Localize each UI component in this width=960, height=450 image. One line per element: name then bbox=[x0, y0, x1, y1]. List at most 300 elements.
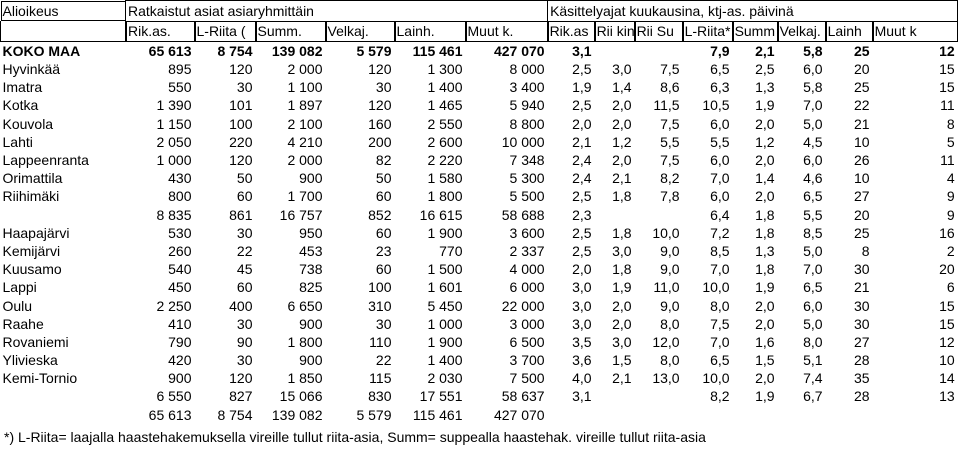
value-cell: 5,5 bbox=[660, 133, 680, 150]
value-cell: 6,0 bbox=[710, 188, 730, 205]
value-cell: 1,6 bbox=[755, 333, 775, 350]
value-cell: 1,8 bbox=[755, 206, 775, 223]
value-cell: 12 bbox=[939, 42, 955, 59]
value-cell: 7 500 bbox=[509, 370, 545, 387]
court-name-cell: Kuusamo bbox=[2, 261, 62, 278]
value-cell: 2,0 bbox=[612, 97, 632, 114]
value-cell: 430 bbox=[168, 170, 192, 187]
value-cell: 1 601 bbox=[427, 279, 463, 296]
value-cell: 4,6 bbox=[803, 170, 823, 187]
value-cell: 30 bbox=[236, 352, 253, 369]
table-row bbox=[1, 60, 958, 78]
value-cell: 5 579 bbox=[356, 42, 392, 59]
value-cell: 10,0 bbox=[702, 279, 730, 296]
value-cell: 4 210 bbox=[287, 133, 323, 150]
value-cell: 5,5 bbox=[803, 206, 823, 223]
value-cell: 10 bbox=[853, 133, 870, 150]
table-row bbox=[1, 42, 958, 61]
value-cell: 6,0 bbox=[803, 61, 823, 78]
value-cell: 6,3 bbox=[710, 79, 730, 96]
value-cell: 22 000 bbox=[501, 297, 545, 314]
value-cell: 3,0 bbox=[612, 61, 632, 78]
value-cell: 5 579 bbox=[356, 406, 392, 423]
value-cell: 115 bbox=[369, 370, 392, 387]
value-cell: 110 bbox=[369, 333, 392, 350]
value-cell: 22 bbox=[236, 242, 253, 259]
value-cell: 7,0 bbox=[710, 261, 730, 278]
value-cell: 7 348 bbox=[509, 152, 545, 169]
value-cell: 790 bbox=[168, 333, 192, 350]
value-cell: 6,5 bbox=[803, 188, 823, 205]
value-cell: 60 bbox=[375, 261, 392, 278]
value-cell: 1 300 bbox=[427, 61, 463, 78]
table-row bbox=[1, 96, 958, 114]
value-cell: 15 bbox=[939, 315, 955, 332]
value-cell: 5,5 bbox=[710, 133, 730, 150]
table-row bbox=[1, 369, 958, 387]
value-cell: 120 bbox=[229, 370, 253, 387]
value-cell: 27 bbox=[853, 333, 870, 350]
value-cell: 8,0 bbox=[660, 315, 680, 332]
value-cell: 852 bbox=[368, 206, 392, 223]
value-cell: 58 637 bbox=[501, 388, 545, 405]
column-header: Rii kin bbox=[595, 21, 635, 42]
value-cell: 3,1 bbox=[572, 388, 592, 405]
table-row bbox=[1, 387, 958, 405]
value-cell: 3,0 bbox=[572, 297, 592, 314]
value-cell: 20 bbox=[853, 206, 870, 223]
value-cell: 11,0 bbox=[653, 279, 680, 296]
value-cell: 20 bbox=[853, 61, 870, 78]
value-cell: 2,0 bbox=[572, 115, 592, 132]
value-cell: 5 500 bbox=[509, 188, 545, 205]
value-cell: 7,5 bbox=[660, 115, 680, 132]
value-cell: 2,4 bbox=[572, 152, 592, 169]
value-cell: 6,0 bbox=[710, 152, 730, 169]
value-cell: 6,0 bbox=[803, 152, 823, 169]
column-header: Rii Su bbox=[635, 21, 683, 42]
value-cell: 200 bbox=[368, 133, 392, 150]
value-cell: 12,0 bbox=[652, 333, 680, 350]
value-cell: 7,4 bbox=[803, 370, 823, 387]
value-cell: 45 bbox=[236, 261, 253, 278]
value-cell: 9,0 bbox=[660, 242, 680, 259]
value-cell: 1 150 bbox=[156, 115, 192, 132]
value-cell: 1 800 bbox=[287, 333, 323, 350]
column-header: Lainh bbox=[826, 21, 873, 42]
value-cell: 8,2 bbox=[660, 170, 680, 187]
value-cell: 1 465 bbox=[427, 97, 463, 114]
value-cell: 2 000 bbox=[287, 61, 323, 78]
table-row bbox=[1, 242, 958, 260]
value-cell: 7,5 bbox=[660, 61, 680, 78]
value-cell: 450 bbox=[168, 279, 192, 296]
court-name-cell: Lahti bbox=[2, 133, 33, 150]
table-row bbox=[1, 315, 958, 333]
value-cell: 2 550 bbox=[427, 115, 463, 132]
value-cell: 7,0 bbox=[803, 261, 823, 278]
value-cell bbox=[595, 206, 635, 224]
header-row-2 bbox=[1, 21, 958, 42]
court-name-cell: Riihimäki bbox=[2, 188, 60, 205]
value-cell: 1,4 bbox=[612, 79, 632, 96]
value-cell: 100 bbox=[368, 279, 392, 296]
value-cell: 1,2 bbox=[755, 133, 775, 150]
value-cell: 30 bbox=[236, 315, 253, 332]
value-cell: 2,5 bbox=[755, 61, 775, 78]
value-cell: 60 bbox=[375, 188, 392, 205]
value-cell: 65 613 bbox=[148, 406, 192, 423]
table-row bbox=[1, 296, 958, 314]
value-cell: 1 400 bbox=[427, 79, 463, 96]
court-name-cell: Imatra bbox=[2, 79, 43, 96]
value-cell: 3,5 bbox=[572, 333, 592, 350]
value-cell: 1,9 bbox=[755, 279, 775, 296]
value-cell: 2 337 bbox=[509, 242, 545, 259]
column-header: Muut k. bbox=[466, 21, 548, 42]
value-cell: 8 000 bbox=[509, 61, 545, 78]
value-cell: 15 bbox=[939, 297, 955, 314]
value-cell: 8,0 bbox=[803, 333, 823, 350]
value-cell: 6,0 bbox=[710, 115, 730, 132]
value-cell: 15 066 bbox=[279, 388, 323, 405]
value-cell: 1 580 bbox=[427, 170, 463, 187]
value-cell bbox=[733, 406, 778, 424]
value-cell: 1,9 bbox=[755, 388, 775, 405]
value-cell: 5 bbox=[946, 133, 955, 150]
table-row bbox=[1, 169, 958, 187]
value-cell: 20 bbox=[939, 261, 955, 278]
value-cell: 15 bbox=[939, 61, 955, 78]
column-header: L-Riita ( bbox=[195, 21, 256, 42]
value-cell: 16 615 bbox=[419, 206, 463, 223]
value-cell: 2,1 bbox=[755, 42, 775, 59]
value-cell: 2,0 bbox=[572, 261, 592, 278]
value-cell: 2,1 bbox=[572, 133, 592, 150]
value-cell: 8,5 bbox=[710, 242, 730, 259]
value-cell: 26 bbox=[853, 152, 870, 169]
value-cell: 1 900 bbox=[427, 333, 463, 350]
value-cell: 550 bbox=[168, 79, 192, 96]
value-cell: 1,5 bbox=[755, 352, 775, 369]
value-cell: 2,5 bbox=[572, 224, 592, 241]
column-header: Velkaj. bbox=[778, 21, 826, 42]
value-cell: 12 bbox=[939, 333, 955, 350]
value-cell: 1 500 bbox=[427, 261, 463, 278]
value-cell: 9,0 bbox=[660, 261, 680, 278]
value-cell: 3 600 bbox=[509, 224, 545, 241]
value-cell bbox=[635, 42, 683, 61]
table-row bbox=[1, 78, 958, 96]
value-cell: 400 bbox=[229, 297, 253, 314]
value-cell bbox=[826, 406, 873, 424]
value-cell: 30 bbox=[236, 224, 253, 241]
court-name-cell: Hyvinkää bbox=[2, 61, 61, 78]
court-name-cell: Orimattila bbox=[2, 170, 63, 187]
value-cell: 1,5 bbox=[612, 352, 632, 369]
value-cell: 7,5 bbox=[660, 152, 680, 169]
value-cell: 25 bbox=[853, 79, 870, 96]
value-cell: 2,0 bbox=[755, 115, 775, 132]
value-cell: 2,0 bbox=[612, 297, 632, 314]
value-cell: 8 754 bbox=[217, 42, 253, 59]
value-cell: 28 bbox=[853, 352, 870, 369]
value-cell: 7,5 bbox=[710, 315, 730, 332]
court-name-cell bbox=[1, 387, 126, 405]
value-cell: 8,6 bbox=[660, 79, 680, 96]
value-cell: 8 bbox=[946, 115, 955, 132]
value-cell: 3,0 bbox=[572, 279, 592, 296]
value-cell: 410 bbox=[168, 315, 192, 332]
value-cell: 4,0 bbox=[572, 370, 592, 387]
court-name-cell: KOKO MAA bbox=[2, 43, 81, 59]
value-cell: 120 bbox=[229, 152, 253, 169]
value-cell: 82 bbox=[375, 152, 392, 169]
value-cell: 120 bbox=[368, 97, 392, 114]
value-cell: 10,5 bbox=[702, 97, 730, 114]
value-cell bbox=[873, 406, 958, 424]
value-cell: 139 082 bbox=[271, 406, 323, 423]
value-cell: 5,0 bbox=[803, 315, 823, 332]
value-cell: 2,0 bbox=[755, 370, 775, 387]
value-cell: 60 bbox=[236, 279, 253, 296]
value-cell: 830 bbox=[368, 388, 392, 405]
value-cell: 10,0 bbox=[702, 370, 730, 387]
table-row bbox=[1, 333, 958, 351]
value-cell bbox=[778, 406, 826, 424]
value-cell: 3 400 bbox=[509, 79, 545, 96]
column-header: L-Riita* bbox=[683, 21, 733, 42]
value-cell: 10 bbox=[939, 352, 955, 369]
value-cell: 2,5 bbox=[572, 97, 592, 114]
value-cell: 8,2 bbox=[710, 388, 730, 405]
value-cell: 3,6 bbox=[572, 352, 592, 369]
value-cell: 30 bbox=[853, 261, 870, 278]
table-row bbox=[1, 260, 958, 278]
value-cell: 10,0 bbox=[652, 224, 680, 241]
value-cell: 6,5 bbox=[710, 61, 730, 78]
value-cell: 2 050 bbox=[156, 133, 192, 150]
court-name-cell: Lappeenranta bbox=[2, 152, 89, 169]
value-cell: 825 bbox=[299, 279, 323, 296]
value-cell: 6 bbox=[946, 279, 955, 296]
value-cell: 21 bbox=[853, 115, 870, 132]
value-cell: 2,4 bbox=[572, 170, 592, 187]
value-cell bbox=[595, 406, 635, 424]
value-cell: 8 754 bbox=[217, 406, 253, 423]
court-name-cell bbox=[1, 406, 126, 424]
value-cell: 2,1 bbox=[612, 370, 632, 387]
value-cell: 30 bbox=[375, 315, 392, 332]
column-header: Rik.as. bbox=[126, 21, 195, 42]
court-name-cell bbox=[1, 206, 126, 224]
value-cell bbox=[595, 42, 635, 61]
value-cell: 115 461 bbox=[412, 406, 463, 423]
value-cell: 530 bbox=[168, 224, 192, 241]
value-cell: 4 bbox=[946, 170, 955, 187]
court-name-cell: Kemi-Tornio bbox=[2, 370, 78, 387]
value-cell: 2,5 bbox=[572, 188, 592, 205]
value-cell: 100 bbox=[229, 115, 253, 132]
value-cell: 50 bbox=[236, 170, 253, 187]
value-cell: 420 bbox=[168, 352, 192, 369]
value-cell: 1 400 bbox=[427, 352, 463, 369]
court-name-cell: Raahe bbox=[2, 315, 44, 332]
value-cell: 7,0 bbox=[803, 97, 823, 114]
value-cell: 310 bbox=[368, 297, 392, 314]
value-cell: 540 bbox=[168, 261, 192, 278]
value-cell: 14 bbox=[939, 370, 955, 387]
value-cell: 1,9 bbox=[755, 97, 775, 114]
value-cell: 1 897 bbox=[287, 97, 323, 114]
value-cell: 1 000 bbox=[427, 315, 463, 332]
value-cell: 1,4 bbox=[755, 170, 775, 187]
value-cell: 1,8 bbox=[612, 261, 632, 278]
value-cell: 101 bbox=[229, 97, 253, 114]
table-row bbox=[1, 278, 958, 296]
value-cell: 120 bbox=[229, 61, 253, 78]
value-cell: 10 bbox=[853, 170, 870, 187]
table-row bbox=[1, 187, 958, 205]
value-cell: 30 bbox=[375, 79, 392, 96]
value-cell: 6,0 bbox=[803, 297, 823, 314]
value-cell: 7,0 bbox=[710, 333, 730, 350]
value-cell: 5 940 bbox=[509, 97, 545, 114]
value-cell: 6,5 bbox=[710, 352, 730, 369]
value-cell: 11 bbox=[940, 97, 955, 114]
court-name-cell: Ylivieska bbox=[2, 352, 58, 369]
value-cell: 6,7 bbox=[803, 388, 823, 405]
value-cell: 1 900 bbox=[427, 224, 463, 241]
value-cell: 9 bbox=[946, 206, 955, 223]
court-name-cell: Kemijärvi bbox=[2, 242, 61, 259]
header-row-1 bbox=[1, 1, 958, 22]
value-cell: 6,5 bbox=[803, 279, 823, 296]
value-cell: 1,2 bbox=[612, 133, 632, 150]
value-cell: 2 000 bbox=[287, 152, 323, 169]
value-cell: 1 000 bbox=[156, 152, 192, 169]
value-cell: 1 100 bbox=[287, 79, 323, 96]
value-cell bbox=[635, 387, 683, 405]
value-cell: 3,0 bbox=[612, 333, 632, 350]
value-cell: 58 688 bbox=[501, 206, 545, 223]
value-cell: 22 bbox=[375, 352, 392, 369]
value-cell: 2 220 bbox=[427, 152, 463, 169]
column-header: Muut k bbox=[873, 21, 958, 42]
table-row bbox=[1, 206, 958, 224]
value-cell: 8 800 bbox=[509, 115, 545, 132]
value-cell: 6 650 bbox=[287, 297, 323, 314]
value-cell: 139 082 bbox=[271, 42, 323, 59]
value-cell: 2 030 bbox=[427, 370, 463, 387]
value-cell: 800 bbox=[168, 188, 192, 205]
value-cell bbox=[635, 206, 683, 224]
value-cell: 2,1 bbox=[612, 170, 632, 187]
value-cell: 427 070 bbox=[493, 42, 545, 59]
value-cell: 13 bbox=[939, 388, 955, 405]
value-cell: 2 bbox=[946, 242, 955, 259]
value-cell: 220 bbox=[229, 133, 253, 150]
value-cell bbox=[548, 406, 595, 424]
value-cell: 21 bbox=[853, 279, 870, 296]
column-header: Rik.as bbox=[548, 21, 595, 42]
value-cell: 7,8 bbox=[660, 188, 680, 205]
table-row bbox=[1, 351, 958, 369]
value-cell: 10 000 bbox=[501, 133, 545, 150]
value-cell: 3,0 bbox=[572, 315, 592, 332]
value-cell: 6 500 bbox=[509, 333, 545, 350]
value-cell: 30 bbox=[853, 297, 870, 314]
value-cell: 895 bbox=[168, 61, 192, 78]
value-cell: 2 100 bbox=[287, 115, 323, 132]
value-cell: 8,0 bbox=[710, 297, 730, 314]
column-header: Velkaj. bbox=[326, 21, 395, 42]
value-cell: 1,9 bbox=[612, 279, 632, 296]
value-cell: 13,0 bbox=[652, 370, 680, 387]
value-cell: 861 bbox=[229, 206, 253, 223]
column-header: Summ bbox=[733, 21, 778, 42]
value-cell bbox=[683, 406, 733, 424]
value-cell: 2,0 bbox=[755, 152, 775, 169]
value-cell: 5,0 bbox=[803, 115, 823, 132]
column-header: Lainh. bbox=[395, 21, 466, 42]
value-cell: 120 bbox=[368, 61, 392, 78]
group-header-processing-times: Käsittelyajat kuukausina, ktj-as. päivinä bbox=[548, 1, 958, 22]
table-row bbox=[1, 151, 958, 169]
value-cell: 25 bbox=[853, 42, 870, 59]
value-cell: 5,8 bbox=[803, 42, 823, 59]
value-cell: 950 bbox=[299, 224, 323, 241]
court-name-cell: Kouvola bbox=[2, 115, 54, 132]
value-cell: 6 550 bbox=[156, 388, 192, 405]
table-row bbox=[1, 406, 958, 424]
value-cell: 2,0 bbox=[755, 297, 775, 314]
value-cell: 1 700 bbox=[287, 188, 323, 205]
value-cell: 60 bbox=[375, 224, 392, 241]
value-cell: 738 bbox=[299, 261, 323, 278]
value-cell: 3 000 bbox=[509, 315, 545, 332]
value-cell: 900 bbox=[299, 352, 323, 369]
value-cell: 2,0 bbox=[612, 315, 632, 332]
value-cell: 11 bbox=[940, 152, 955, 169]
value-cell: 1,9 bbox=[572, 79, 592, 96]
value-cell: 2 600 bbox=[427, 133, 463, 150]
value-cell: 1,8 bbox=[755, 261, 775, 278]
footnote: *) L-Riita= laajalla haastehakemuksella vireille tullut riita-asia, Summ= suppealla haastehak. vireille tullut riita-asia bbox=[4, 429, 706, 445]
value-cell: 2,0 bbox=[755, 315, 775, 332]
value-cell: 3,1 bbox=[572, 42, 592, 59]
column-header: Summ. bbox=[256, 21, 326, 42]
value-cell: 9 bbox=[946, 188, 955, 205]
value-cell: 9,0 bbox=[660, 297, 680, 314]
value-cell: 27 bbox=[853, 188, 870, 205]
value-cell: 25 bbox=[853, 224, 870, 241]
value-cell: 2 250 bbox=[156, 297, 192, 314]
value-cell: 23 bbox=[375, 242, 392, 259]
value-cell: 4 000 bbox=[509, 261, 545, 278]
table-row bbox=[1, 115, 958, 133]
value-cell: 2,5 bbox=[572, 61, 592, 78]
court-name-cell: Lappi bbox=[2, 279, 37, 296]
value-cell: 453 bbox=[299, 242, 323, 259]
value-cell: 770 bbox=[439, 242, 463, 259]
court-name-cell: Kotka bbox=[2, 97, 39, 114]
value-cell: 1,3 bbox=[755, 242, 775, 259]
value-cell: 1,8 bbox=[612, 224, 632, 241]
group-header-solved-cases: Ratkaistut asiat asiaryhmittäin bbox=[126, 1, 548, 22]
value-cell: 5 450 bbox=[427, 297, 463, 314]
value-cell: 8 bbox=[861, 242, 870, 259]
